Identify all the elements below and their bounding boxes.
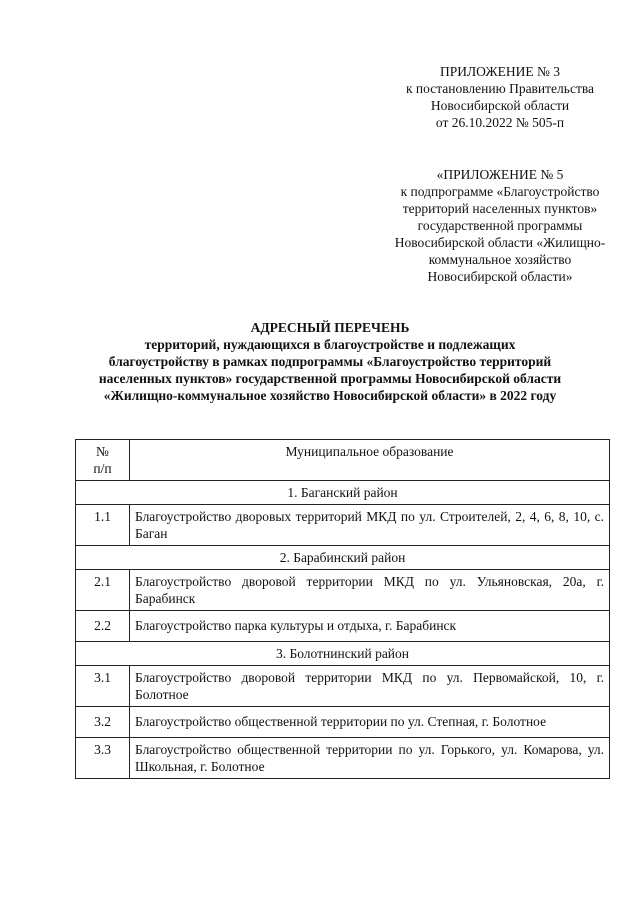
address-list-table: [75, 439, 610, 779]
row-description: Благоустройство парка культуры и отдыха, г. Барабинск: [130, 611, 610, 642]
district-title: 2. Барабинский район: [76, 546, 610, 570]
table-row: [76, 611, 610, 642]
row-number: 2.1: [76, 570, 130, 611]
header-num-cell: [76, 440, 130, 481]
table-row: [76, 505, 610, 546]
appendix-5-line: Новосибирской области «Жилищно-: [394, 235, 606, 250]
district-row: [76, 642, 610, 666]
table-row: [76, 707, 610, 738]
row-number: 1.1: [76, 505, 130, 546]
appendix-3-line: к постановлению Правительства: [405, 81, 595, 96]
row-description: Благоустройство общественной территории по ул. Горького, ул. Комарова, ул. Школьная, г. Болотное: [130, 738, 610, 779]
appendix-5-block: [370, 166, 630, 285]
header-name-cell: Муниципальное образование: [130, 440, 610, 481]
appendix-5-line: коммунальное хозяйство: [428, 252, 572, 267]
appendix-5-line: к подпрограмме «Благоустройство: [400, 184, 600, 199]
document-heading: [60, 319, 600, 404]
heading-line: благоустройству в рамках подпрограммы «Благоустройство территорий: [108, 354, 552, 369]
appendix-5-line: «ПРИЛОЖЕНИЕ № 5: [436, 167, 564, 182]
district-row: [76, 546, 610, 570]
appendix-3-block: [370, 63, 630, 131]
table-header-row: [76, 440, 610, 481]
appendix-3-line: ПРИЛОЖЕНИЕ № 3: [439, 64, 561, 79]
row-number: 3.2: [76, 707, 130, 738]
row-description: Благоустройство дворовых территорий МКД по ул. Строителей, 2, 4, 6, 8, 10, с. Баган: [130, 505, 610, 546]
row-description: Благоустройство дворовой территории МКД по ул. Первомайской, 10, г. Болотное: [130, 666, 610, 707]
row-description: Благоустройство дворовой территории МКД по ул. Ульяновская, 20а, г. Барабинск: [130, 570, 610, 611]
header-num-symbol: №: [96, 444, 109, 459]
appendix-3-line: от 26.10.2022 № 505-п: [435, 115, 565, 130]
header-num-abbrev: п/п: [93, 461, 112, 476]
table-row: [76, 666, 610, 707]
heading-title: АДРЕСНЫЙ ПЕРЕЧЕНЬ: [250, 320, 410, 335]
appendix-5-line: Новосибирской области»: [427, 269, 573, 284]
row-number: 3.1: [76, 666, 130, 707]
heading-line: территорий, нуждающихся в благоустройстве и подлежащих: [144, 337, 516, 352]
heading-line: «Жилищно-коммунальное хозяйство Новосибирской области» в 2022 году: [103, 388, 557, 403]
row-description: Благоустройство общественной территории по ул. Степная, г. Болотное: [130, 707, 610, 738]
table-row: [76, 738, 610, 779]
row-number: 2.2: [76, 611, 130, 642]
table-row: [76, 570, 610, 611]
appendix-5-line: территорий населенных пунктов»: [402, 201, 598, 216]
appendix-3-line: Новосибирской области: [430, 98, 570, 113]
heading-line: населенных пунктов» государственной программы Новосибирской области: [98, 371, 562, 386]
row-number: 3.3: [76, 738, 130, 779]
appendix-5-line: государственной программы: [417, 218, 583, 233]
district-title: 1. Баганский район: [76, 481, 610, 505]
district-row: [76, 481, 610, 505]
district-title: 3. Болотнинский район: [76, 642, 610, 666]
